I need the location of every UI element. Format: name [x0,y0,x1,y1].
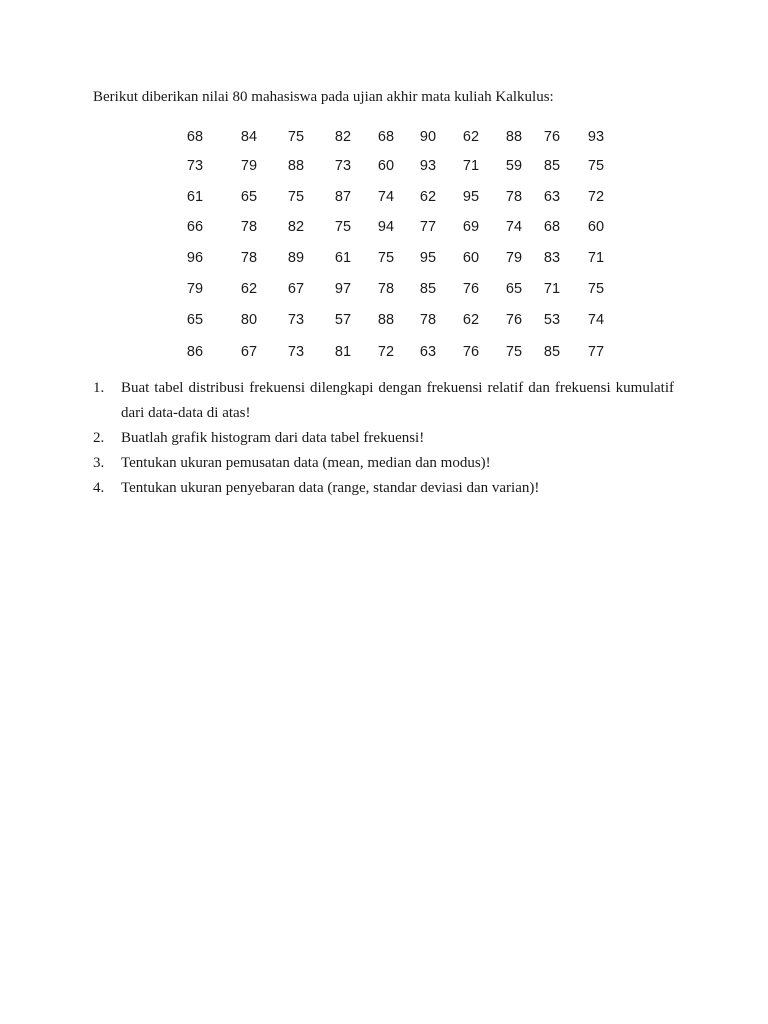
score-cell: 61 [334,250,352,266]
scores-table [0,0,768,380]
score-cell: 93 [419,158,437,174]
score-cell: 79 [186,281,204,297]
score-cell: 95 [462,189,480,205]
score-cell: 67 [287,281,305,297]
score-cell: 57 [334,312,352,328]
score-cell: 88 [505,129,523,145]
score-cell: 65 [186,312,204,328]
score-cell: 72 [377,344,395,360]
score-cell: 75 [287,189,305,205]
score-cell: 62 [462,312,480,328]
score-cell: 75 [334,219,352,235]
score-cell: 97 [334,281,352,297]
score-cell: 65 [505,281,523,297]
score-cell: 75 [587,281,605,297]
score-cell: 62 [462,129,480,145]
question-item [93,376,674,426]
score-cell: 60 [587,219,605,235]
score-cell: 76 [462,281,480,297]
question-item [93,426,674,451]
score-cell: 68 [377,129,395,145]
question-text: Tentukan ukuran penyebaran data (range, standar deviasi dan varian)! [121,480,540,496]
score-cell: 82 [334,129,352,145]
question-text: Buat tabel distribusi frekuensi dilengkapi dengan frekuensi relatif dan frekuensi kumulatif dari data-data di atas! [121,380,674,421]
score-cell: 90 [419,129,437,145]
score-cell: 79 [505,250,523,266]
score-cell: 84 [240,129,258,145]
score-cell: 68 [543,219,561,235]
score-cell: 63 [419,344,437,360]
score-cell: 67 [240,344,258,360]
question-text: Tentukan ukuran pemusatan data (mean, median dan modus)! [121,455,491,471]
score-cell: 80 [240,312,258,328]
score-cell: 77 [419,219,437,235]
intro-paragraph: Berikut diberikan nilai 80 mahasiswa pada ujian akhir mata kuliah Kalkulus: [93,89,554,105]
score-cell: 74 [377,189,395,205]
score-cell: 63 [543,189,561,205]
score-cell: 78 [505,189,523,205]
score-cell: 87 [334,189,352,205]
score-cell: 73 [287,312,305,328]
score-cell: 93 [587,129,605,145]
score-cell: 82 [287,219,305,235]
score-cell: 73 [186,158,204,174]
score-cell: 71 [543,281,561,297]
score-cell: 96 [186,250,204,266]
score-cell: 53 [543,312,561,328]
score-cell: 78 [240,250,258,266]
score-cell: 89 [287,250,305,266]
score-cell: 73 [287,344,305,360]
score-cell: 74 [505,219,523,235]
score-cell: 71 [462,158,480,174]
score-cell: 69 [462,219,480,235]
score-cell: 88 [377,312,395,328]
score-cell: 62 [419,189,437,205]
score-cell: 71 [587,250,605,266]
score-cell: 76 [543,129,561,145]
score-cell: 75 [505,344,523,360]
question-item [93,451,674,476]
score-cell: 59 [505,158,523,174]
score-cell: 74 [587,312,605,328]
score-cell: 73 [334,158,352,174]
question-number: 2. [93,430,105,446]
score-cell: 61 [186,189,204,205]
score-cell: 62 [240,281,258,297]
score-cell: 60 [462,250,480,266]
score-cell: 85 [543,344,561,360]
score-cell: 77 [587,344,605,360]
score-cell: 88 [287,158,305,174]
score-cell: 85 [419,281,437,297]
score-cell: 72 [587,189,605,205]
question-item [93,476,674,501]
score-cell: 68 [186,129,204,145]
score-cell: 75 [587,158,605,174]
score-cell: 60 [377,158,395,174]
score-cell: 95 [419,250,437,266]
score-cell: 65 [240,189,258,205]
score-cell: 76 [505,312,523,328]
score-cell: 83 [543,250,561,266]
score-cell: 75 [287,129,305,145]
score-cell: 78 [419,312,437,328]
score-cell: 81 [334,344,352,360]
score-cell: 86 [186,344,204,360]
score-cell: 78 [377,281,395,297]
score-cell: 94 [377,219,395,235]
question-text: Buatlah grafik histogram dari data tabel frekuensi! [121,430,425,446]
score-cell: 75 [377,250,395,266]
score-cell: 79 [240,158,258,174]
question-number: 3. [93,455,105,471]
score-cell: 85 [543,158,561,174]
question-number: 4. [93,480,105,496]
question-list [93,376,674,501]
question-number: 1. [93,380,105,396]
score-cell: 66 [186,219,204,235]
score-cell: 78 [240,219,258,235]
score-cell: 76 [462,344,480,360]
